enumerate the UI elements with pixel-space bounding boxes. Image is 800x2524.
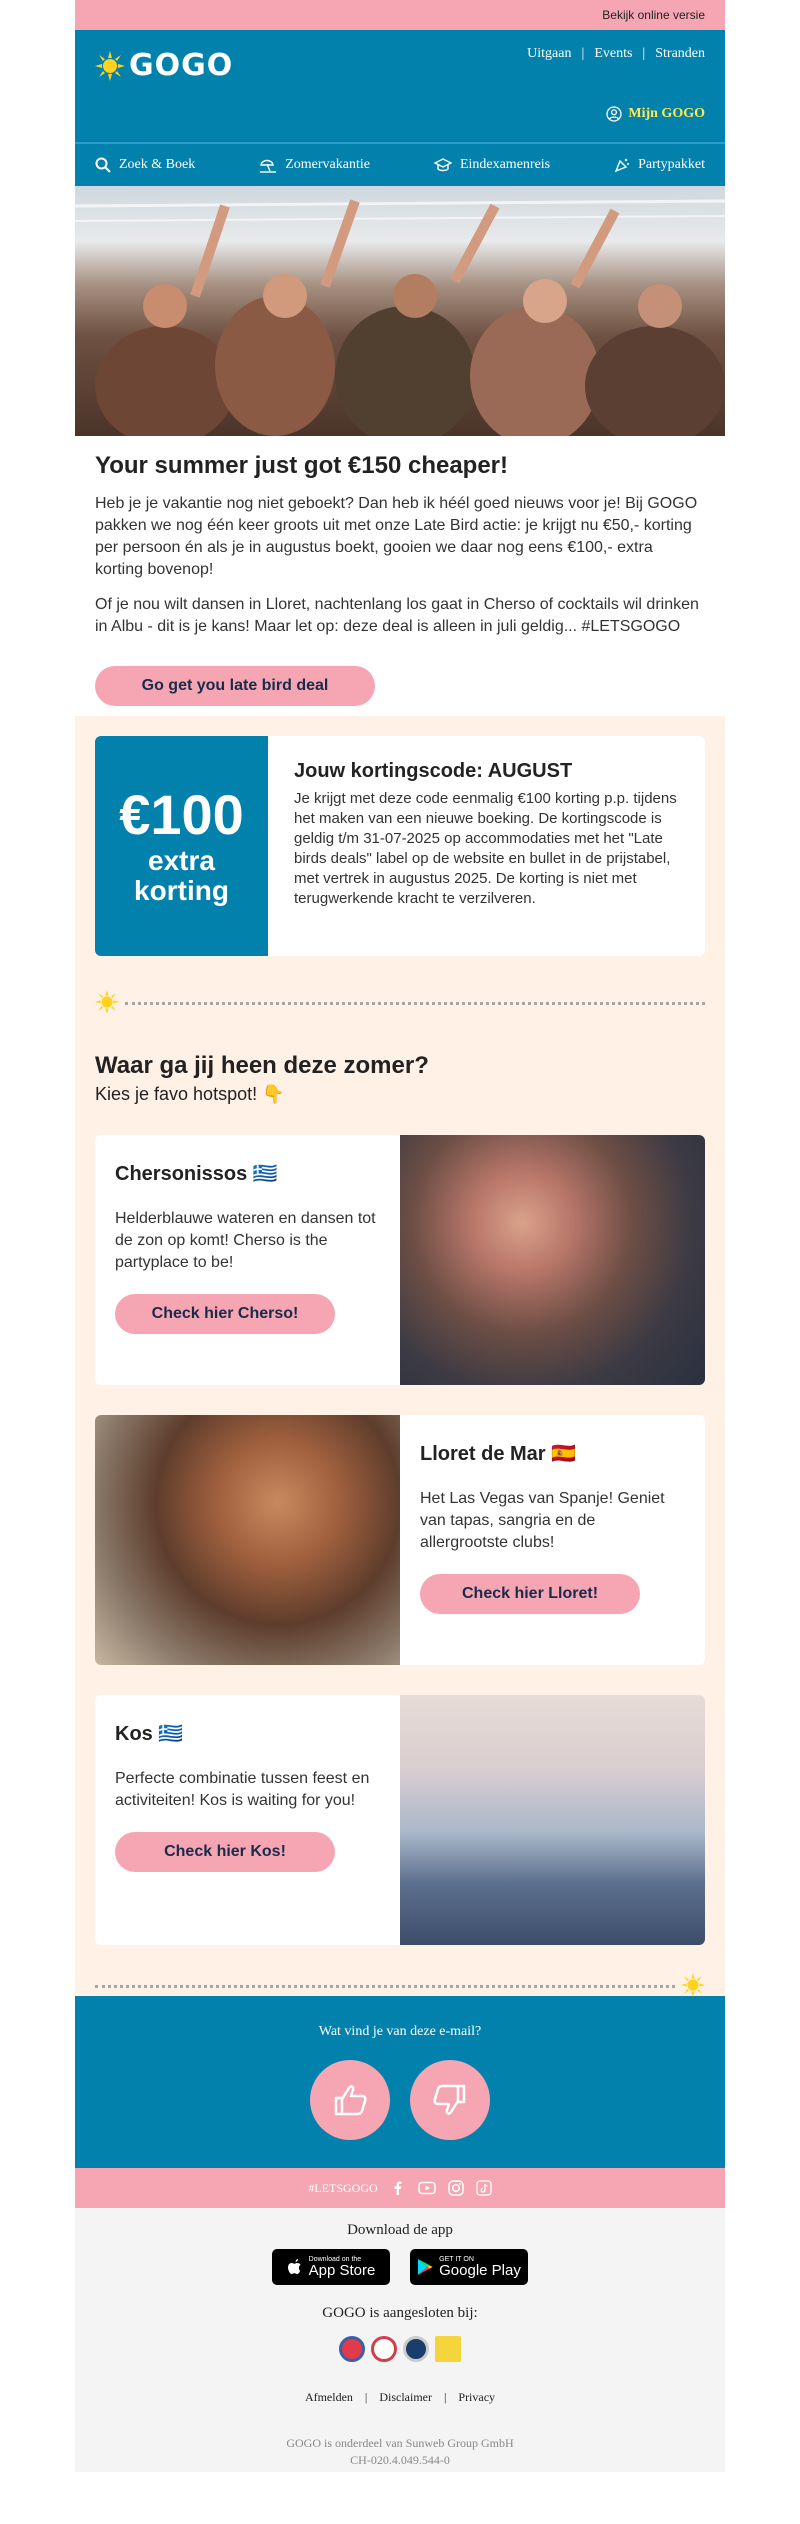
disclaimer-link[interactable]: Disclaimer xyxy=(379,2390,432,2404)
destination-text: Helderblauwe wateren en dansen tot de zon op komt! Cherso is the partyplace to be! xyxy=(115,1210,376,1271)
sun-icon xyxy=(95,51,125,81)
late-bird-deal-button[interactable]: Go get you late bird deal xyxy=(95,666,375,706)
search-icon xyxy=(95,157,111,173)
destination-card-chersonissos xyxy=(95,1135,705,1385)
nav-events[interactable]: Events xyxy=(594,46,633,61)
instagram-icon[interactable] xyxy=(448,2180,464,2196)
check-kos-button[interactable]: Check hier Kos! xyxy=(115,1832,335,1872)
social-bar xyxy=(75,2168,725,2208)
discount-amount: €100 xyxy=(119,783,244,846)
header xyxy=(75,30,725,142)
footer-links: Afmelden | Disclaimer | Privacy xyxy=(304,2390,496,2404)
top-bar xyxy=(75,0,725,30)
intro-title: Your summer just got €150 cheaper! xyxy=(95,452,509,479)
email-container xyxy=(75,0,725,2472)
discount-box xyxy=(95,736,705,956)
geschillencommissie-logo xyxy=(435,2336,461,2362)
intro-paragraph-2: Of je nou wilt dansen in Lloret, nachtenlang los gaat in Cherso of cocktails wil drinken in Albu - dit is je kans! Maar let op: deze deal is alleen in juli geldig... #LETSGOGO xyxy=(95,596,699,635)
view-online-link[interactable]: Bekijk online versie xyxy=(602,8,705,22)
destination-card-lloret xyxy=(95,1415,705,1665)
discount-line-2: korting xyxy=(134,875,229,906)
destinations-title: Waar ga jij heen deze zomer? xyxy=(95,1052,429,1079)
destination-name: Lloret de Mar 🇪🇸 xyxy=(420,1443,577,1465)
googleplay-big-label: Google Play xyxy=(439,2261,521,2279)
app-store-button[interactable] xyxy=(272,2249,390,2285)
check-cherso-button[interactable]: Check hier Cherso! xyxy=(115,1294,335,1334)
hero-image[interactable] xyxy=(75,186,725,436)
sun-icon xyxy=(681,1973,705,1997)
feedback-section xyxy=(75,1996,725,2168)
apple-icon xyxy=(287,2258,303,2276)
calamiteitenfonds-logo xyxy=(403,2336,429,2362)
discount-line-1: extra xyxy=(148,845,215,876)
hashtag: #LETSGOGO xyxy=(308,2180,378,2195)
nav-uitgaan[interactable]: Uitgaan xyxy=(527,46,572,61)
legal-line-1: GOGO is onderdeel van Sunweb Group GmbH xyxy=(286,2436,514,2450)
feedback-question: Wat vind je van deze e-mail? xyxy=(318,2024,482,2039)
sun-umbrella-icon xyxy=(259,157,277,173)
destinations-section xyxy=(95,1052,705,1945)
destination-text: Het Las Vegas van Spanje! Geniet van tapas, sangria en de allergrootste clubs! xyxy=(420,1490,665,1551)
party-crowd-illustration xyxy=(75,186,725,436)
party-icon xyxy=(614,157,630,173)
peach-section xyxy=(75,716,725,1996)
google-play-icon xyxy=(417,2258,433,2276)
thumbs-up-button[interactable] xyxy=(310,2060,390,2140)
googleplay-small-label: GET IT ON xyxy=(439,2255,474,2263)
nav-stranden[interactable]: Stranden xyxy=(655,46,705,61)
destination-name: Kos 🇬🇷 xyxy=(115,1723,184,1745)
menu-label: Zoek & Boek xyxy=(119,157,196,172)
thumbs-down-button[interactable] xyxy=(410,2060,490,2140)
discount-code-title: Jouw kortingscode: AUGUST xyxy=(294,760,573,782)
appstore-big-label: App Store xyxy=(308,2261,376,2279)
destination-image-kos[interactable] xyxy=(400,1695,705,1945)
tiktok-icon[interactable] xyxy=(476,2180,492,2196)
menu-label: Zomervakantie xyxy=(285,157,370,172)
appstore-small-label: Download on the xyxy=(308,2255,362,2263)
menu-zoek-boek[interactable] xyxy=(95,157,195,173)
check-lloret-button[interactable]: Check hier Lloret! xyxy=(420,1574,640,1614)
youtube-icon[interactable] xyxy=(418,2180,436,2196)
menu-partypakket[interactable] xyxy=(614,157,705,173)
footer xyxy=(75,2208,725,2472)
intro-section xyxy=(75,436,725,716)
destination-text: Perfecte combinatie tussen feest en activiteiten! Kos is waiting for you! xyxy=(115,1770,370,1809)
menu-eindexamenreis[interactable] xyxy=(434,157,550,173)
unsubscribe-link[interactable]: Afmelden xyxy=(304,2390,353,2404)
destination-image-chersonissos[interactable] xyxy=(400,1135,705,1385)
account-label: Mijn GOGO xyxy=(628,106,705,121)
user-icon xyxy=(606,106,622,122)
menu-label: Partypakket xyxy=(638,157,705,172)
download-app-label: Download de app xyxy=(347,2222,453,2238)
dotted-divider xyxy=(95,1971,705,2001)
thumbs-down-icon xyxy=(430,2080,470,2120)
facebook-icon[interactable] xyxy=(390,2180,406,2196)
member-of-label: GOGO is aangesloten bij: xyxy=(322,2305,478,2321)
account-link[interactable] xyxy=(606,106,705,122)
intro-paragraph-1: Heb je je vakantie nog niet geboekt? Dan heb ik héél goed nieuws voor je! Bij GOGO pakken we nog één keer groots uit met onze Late Bird actie: je krijgt nu €50,- korting per persoon én als je in augustus boekt, gooien we daar nog eens €100,- extra korting bovenop! xyxy=(95,495,698,578)
destination-image-lloret[interactable] xyxy=(95,1415,400,1665)
gogo-logo[interactable] xyxy=(95,48,233,83)
top-nav: Uitgaan | Events | Stranden xyxy=(527,46,705,61)
menu-label: Eindexamenreis xyxy=(459,157,551,172)
main-menu xyxy=(75,142,725,186)
association-logos xyxy=(75,2336,725,2362)
logo-text: GOGO xyxy=(129,48,234,83)
legal-text xyxy=(75,2435,725,2469)
destination-card-kos xyxy=(95,1695,705,1945)
privacy-link[interactable]: Privacy xyxy=(458,2390,496,2404)
destination-name: Chersonissos 🇬🇷 xyxy=(115,1163,278,1185)
graduation-cap-icon xyxy=(434,158,452,172)
thumbs-up-icon xyxy=(330,2080,370,2120)
discount-badge xyxy=(95,736,268,956)
dotted-divider xyxy=(95,988,705,1018)
discount-code-text: Je krijgt met deze code eenmalig €100 korting p.p. tijdens het maken van een nieuwe boeking. De kortingscode is geldig t/m 31-07-2025 op accommodaties met het "Late birds deals" label op de website en bullet in de prijstabel, met vertrek in augustus 2025. De korting is niet met terugwerkende kracht te verzilveren. xyxy=(294,790,677,907)
google-play-button[interactable] xyxy=(410,2249,528,2285)
discount-details xyxy=(268,736,705,956)
destinations-subtitle: Kies je favo hotspot! 👇 xyxy=(95,1084,285,1104)
sgr-logo xyxy=(371,2336,397,2362)
legal-line-2: CH-020.4.049.544-0 xyxy=(350,2453,450,2467)
anvr-logo xyxy=(339,2336,365,2362)
sun-icon xyxy=(95,990,119,1014)
menu-zomervakantie[interactable] xyxy=(259,157,370,173)
